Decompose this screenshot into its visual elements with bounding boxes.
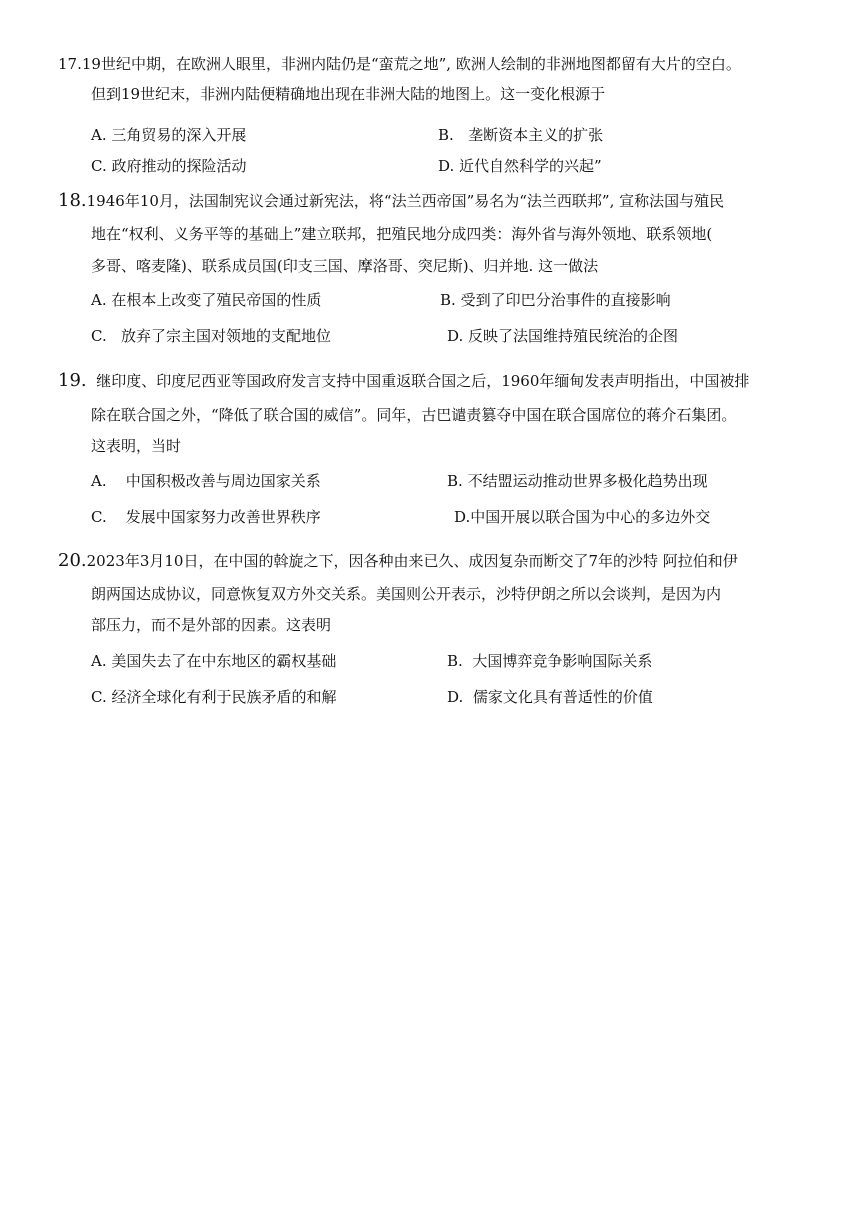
question-number: 17. <box>58 55 82 73</box>
question-18-line-1 <box>58 191 724 211</box>
option-c[interactable]: C. 政府推动的探险活动 <box>91 157 247 175</box>
option-a[interactable]: A. 中国积极改善与周边国家关系 <box>91 472 321 490</box>
question-19-line-3: 这表明，当时 <box>91 437 182 455</box>
option-b[interactable]: B. 垄断资本主义的扩张 <box>438 126 604 144</box>
question-number: 19. <box>58 370 87 391</box>
option-a[interactable]: A. 三角贸易的深入开展 <box>91 126 247 144</box>
option-b[interactable]: B. 大国博弈竞争影响国际关系 <box>447 652 653 670</box>
question-text: 19世纪中期，在欧洲人眼里，非洲内陆仍是“蛮荒之地”, 欧洲人绘制的非洲地图都留有大片的空白。 <box>81 55 741 73</box>
question-19-line-2: 除在联合国之外，“降低了联合国的威信”。同年，古巴谴责篡夺中国在联合国席位的蒋介石集团。 <box>91 406 737 424</box>
question-text: 继印度、印度尼西亚等国政府发言支持中国重返联合国之后，1960年缅甸发表声明指出，中国被排 <box>96 372 750 390</box>
question-text: 2023年3月10日，在中国的斡旋之下，因各种由来已久、成因复杂而断交了7年的沙特 阿拉伯和伊 <box>86 552 738 570</box>
option-c[interactable]: C. 发展中国家努力改善世界秩序 <box>91 508 321 526</box>
question-20-line-2: 朗两国达成协议，同意恢复双方外交关系。美国则公开表示，沙特伊朗之所以会谈判，是因为内 <box>91 585 722 603</box>
option-d[interactable]: D.中国开展以联合国为中心的多边外交 <box>454 508 711 526</box>
question-20-line-3: 部压力，而不是外部的因素。这表明 <box>91 616 332 634</box>
option-c[interactable]: C. 放弃了宗主国对领地的支配地位 <box>91 327 332 345</box>
question-17-line-1 <box>58 54 741 74</box>
option-b[interactable]: B. 不结盟运动推动世界多极化趋势出现 <box>447 472 708 490</box>
option-a[interactable]: A. 在根本上改变了殖民帝国的性质 <box>91 291 322 309</box>
option-a[interactable]: A. 美国失去了在中东地区的霸权基础 <box>91 652 337 670</box>
question-18-line-3: 多哥、喀麦隆)、联系成员国(印支三国、摩洛哥、突尼斯)、归并地. 这一做法 <box>91 257 599 275</box>
option-d[interactable]: D. 反映了法国维持殖民统治的企图 <box>447 327 679 345</box>
question-20-line-1 <box>58 551 738 571</box>
option-d[interactable]: D. 近代自然科学的兴起” <box>438 157 602 175</box>
question-17-line-2: 但到19世纪末，非洲内陆便精确地出现在非洲大陆的地图上。这一变化根源于 <box>91 85 606 103</box>
option-d[interactable]: D. 儒家文化具有普适性的价值 <box>447 688 653 706</box>
option-c[interactable]: C. 经济全球化有利于民族矛盾的和解 <box>91 688 337 706</box>
question-number: 18. <box>58 190 87 211</box>
question-number: 20. <box>58 550 87 571</box>
option-b[interactable]: B. 受到了印巴分治事件的直接影响 <box>440 291 671 309</box>
question-18-line-2: 地在“权利、义务平等的基础上”建立联邦，把殖民地分成四类：海外省与海外领地、联系领地( <box>91 225 713 243</box>
question-19-line-1 <box>58 371 749 391</box>
question-text: 1946年10月，法国制宪议会通过新宪法，将“法兰西帝国”易名为“法兰西联邦”, 宣称法国与殖民 <box>86 192 725 210</box>
